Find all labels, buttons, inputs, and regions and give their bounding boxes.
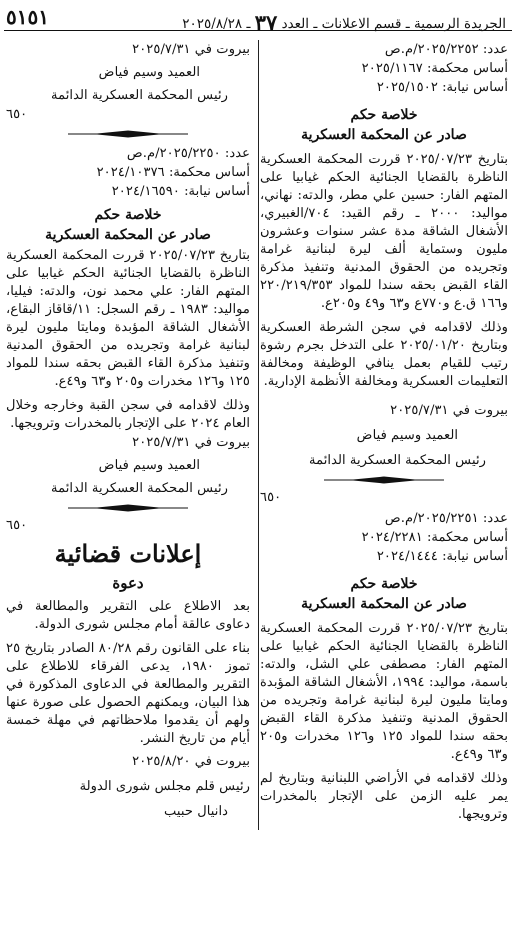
judgment-reason: وذلك لاقدامه في سجن القبة وخارجه وخلال العام ٢٠٢٤ على الإتجار بالمخدرات وترويجها. (6, 398, 250, 431)
judgment-body: بتاريخ ٢٠٢٥/٠٧/٢٣ قررت المحكمة العسكرية الناظرة بالقضايا الجنائية الحكم غيابيا على المتهم الفار: علي محمد نون، والدته: فيليا، مواليد: ١٩٨٣ ـ رقم السجل: ١١/قاقاز البقاع، الأشغال الشاقة المؤبدة ومايتا مليون ليرة لبنانية غرامة وتجريده من الحقوق المدنية وتنفيذ مذكرة القاء القبض بحقه سندا للمواد ١٢٥ و١٢٦ مخدرات و٢٠٥ و٦٣ و٤٩ع. (6, 248, 251, 389)
judgment-summary-heading: خلاصة حكم (94, 207, 162, 223)
prosecution-basis: أساس نيابة: ٢٠٢٤/١٤٤٤ (376, 549, 508, 564)
page-number: ٥١٥١ (6, 5, 49, 29)
signature-title: رئيس المحكمة العسكرية الدائمة (51, 88, 228, 103)
column-divider (258, 40, 259, 830)
signature-name: العميد وسيم فياض (356, 428, 458, 443)
section-title: إعلانات قضائية (54, 539, 202, 568)
case-number: عدد: ٢٠٢٥/٢٢٥٠/م.ص (126, 146, 250, 161)
case-block-2 (260, 509, 508, 824)
judgment-body: بتاريخ ٢٠٢٥/٠٧/٢٣ قررت المحكمة العسكرية الناظرة بالقضايا الجنائية الحكم غيابيا على المتهم الفار: مصطفى علي الشل، والدته: باسمة، مواليد: ١٩٩٤، الأشغال الشاقة المؤبدة ومايتا مليون ليرة لبنانية غرامة وتجريده من الحقوق المدنية وتنفيذ مذكرة القاء القبض بحقه سندا للمواد ١٢٥ و١٢٦ مخدرات و٢٠٥ و٦٣ و٤٩ع. (260, 621, 509, 762)
header-issue-number: ٣٧ (254, 10, 278, 35)
header-title-text: الجريدة الرسمية ـ قسم الاعلانات ـ العدد (281, 16, 506, 32)
court-basis: أساس محكمة: ٢٠٢٤/٢٢٨١ (361, 530, 508, 545)
header-title (182, 10, 506, 35)
case-number: عدد: ٢٠٢٥/٢٢٥١/م.ص (384, 511, 508, 526)
judgment-summary-heading: خلاصة حكم (350, 107, 418, 123)
issuer-heading: صادر عن المحكمة العسكرية (301, 127, 467, 143)
signature-title: رئيس قلم مجلس شورى الدولة (79, 779, 250, 794)
notice-number: ٦٥٠ (260, 490, 282, 505)
notice-number: ٦٥٠ (6, 518, 28, 533)
court-basis: أساس محكمة: ٢٠٢٤/١٠٣٧٦ (96, 165, 250, 180)
notice-number: ٦٥٠ (6, 107, 28, 122)
signature-date: بيروت في ٢٠٢٥/٨/٢٠ (132, 754, 250, 769)
issuer-heading: صادر عن المحكمة العسكرية (301, 596, 467, 612)
ornamental-divider (6, 126, 250, 142)
judgment-body: بتاريخ ٢٠٢٥/٠٧/٢٣ قررت المحكمة العسكرية الناظرة بالقضايا الجنائية الحكم غيابيا على المتهم الفار: حسين علي مطر، والدته: نهاني، مواليد: ٢٠٠٠ ـ رقم القيد: ٧٠٤/الغبيري، الأشغال الشاقة مدة عشر سنوات وعشرون مليون وستماية ألف ليرة لبنانية غرامة وتجريده من الحقوق المدنية وتنفيذ مذكرة القاء القبض بحقه سندا للمواد ٢٢٠/٢١٩/٣٥٣ و١٦٦ ق.ع و٧٧٠ع و٦٣ و٤٩ و٢٠٥ع. (260, 152, 509, 311)
header-date: ـ ٢٠٢٥/٨/٢٨ (182, 16, 251, 32)
announcement-intro: بعد الاطلاع على التقرير والمطالعة في دعاوى عالقة أمام مجلس شورى الدولة. (6, 599, 250, 632)
signature-title: رئيس المحكمة العسكرية الدائمة (309, 453, 486, 468)
signature-name: العميد وسيم فياض (98, 65, 200, 80)
case-block-1 (260, 40, 508, 505)
left-column (6, 40, 250, 934)
signature-title: رئيس المحكمة العسكرية الدائمة (51, 481, 228, 496)
case-block-3 (6, 144, 250, 533)
right-column (260, 40, 508, 934)
prosecution-basis: أساس نيابة: ٢٠٢٤/١٦٥٩٠ (111, 184, 250, 199)
ornamental-divider (6, 500, 250, 516)
judicial-announcements-section (6, 539, 250, 821)
issuer-heading: صادر عن المحكمة العسكرية (45, 227, 211, 243)
signature-name: دانيال حبيب (163, 804, 228, 819)
page-header (4, 4, 512, 35)
signature-date: بيروت في ٢٠٢٥/٧/٣١ (132, 435, 250, 450)
call-heading: دعوة (112, 574, 144, 592)
case-number: عدد: ٢٠٢٥/٢٢٥٢/م.ص (384, 42, 508, 57)
court-basis: أساس محكمة: ٢٠٢٥/١١٦٧ (361, 61, 508, 76)
signature-date: بيروت في ٢٠٢٥/٧/٣١ (132, 42, 250, 57)
announcement-body: بناء على القانون رقم ٨٠/٢٨ الصادر بتاريخ ٢٥ تموز ١٩٨٠، يدعى الفرقاء للاطلاع على التقرير والمطالعة في الدعاوى المذكورة في هذا البيان، ويمكنهم الحصول على صورة عنها ولهم أن يقدموا ملاحظاتهم في مهلة خمسة أيام من تاريخ النشر. (6, 641, 250, 746)
prosecution-basis: أساس نيابة: ٢٠٢٥/١٥٠٢ (376, 80, 508, 95)
judgment-summary-heading: خلاصة حكم (350, 576, 418, 592)
judgment-reason: وذلك لاقدامه في الأراضي اللبنانية وبتاريخ لم يمر عليه الزمن على الإتجار بالمخدرات وترويجها. (260, 771, 508, 822)
judgment-reason: وذلك لاقدامه في سجن الشرطة العسكرية وبتاريخ ٢٠٢٥/٠١/٢٠ على التدخل بجرم رشوة رتيب للقيام بعمل ينافي الوظيفة ومخالفة التعليمات العسكرية ومخالفة الأنظمة الإدارية. (260, 320, 508, 389)
signature-date: بيروت في ٢٠٢٥/٧/٣١ (390, 403, 508, 418)
top-signature-block (6, 40, 250, 142)
ornamental-divider (260, 472, 508, 488)
signature-name: العميد وسيم فياض (98, 458, 200, 473)
